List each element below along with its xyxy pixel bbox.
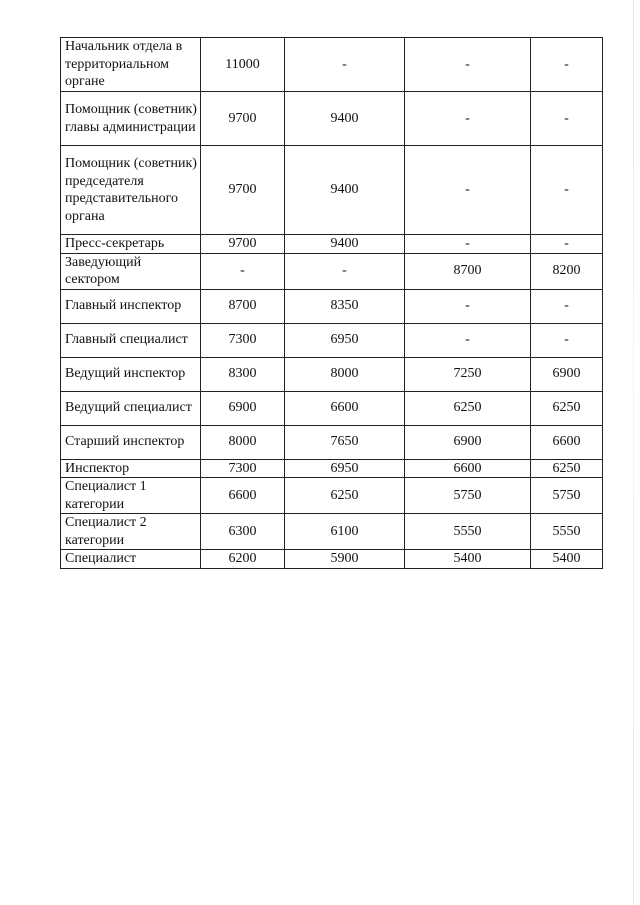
salary-value: 7250 <box>405 357 531 391</box>
salary-value: - <box>531 146 603 235</box>
salary-value: 9700 <box>201 146 285 235</box>
salary-value: 5750 <box>531 478 603 514</box>
salary-table-container <box>60 37 603 569</box>
salary-value: - <box>405 38 531 92</box>
salary-value: 5550 <box>405 514 531 550</box>
salary-value: 6600 <box>201 478 285 514</box>
table-row <box>61 92 603 146</box>
salary-value: - <box>531 92 603 146</box>
salary-value: - <box>285 253 405 289</box>
salary-value: 6900 <box>201 391 285 425</box>
salary-value: 7650 <box>285 425 405 459</box>
position-title: Главный инспектор <box>61 289 201 323</box>
salary-value: 9700 <box>201 235 285 254</box>
position-title: Старший инспектор <box>61 425 201 459</box>
salary-value: 5550 <box>531 514 603 550</box>
salary-value: 8000 <box>201 425 285 459</box>
salary-value: 8200 <box>531 253 603 289</box>
salary-value: - <box>405 289 531 323</box>
salary-value: 6300 <box>201 514 285 550</box>
salary-value: 6600 <box>405 459 531 478</box>
salary-value: 6250 <box>285 478 405 514</box>
salary-value: - <box>405 146 531 235</box>
salary-value: 8350 <box>285 289 405 323</box>
salary-value: 9400 <box>285 92 405 146</box>
salary-value: 6200 <box>201 550 285 569</box>
salary-value: 6950 <box>285 323 405 357</box>
salary-value: - <box>531 38 603 92</box>
salary-value: 6900 <box>531 357 603 391</box>
position-title: Инспектор <box>61 459 201 478</box>
salary-value: 8700 <box>201 289 285 323</box>
salary-value: 6900 <box>405 425 531 459</box>
table-row <box>61 38 603 92</box>
salary-value: - <box>201 253 285 289</box>
position-title: Специалист 2 категории <box>61 514 201 550</box>
salary-value: 7300 <box>201 323 285 357</box>
position-title: Помощник (советник) председателя представительного органа <box>61 146 201 235</box>
salary-value: 5900 <box>285 550 405 569</box>
position-title: Ведущий специалист <box>61 391 201 425</box>
salary-value: - <box>531 323 603 357</box>
salary-value: - <box>531 289 603 323</box>
salary-value: 9700 <box>201 92 285 146</box>
scan-edge <box>633 0 634 905</box>
salary-value: - <box>405 323 531 357</box>
table-row <box>61 514 603 550</box>
salary-value: - <box>531 235 603 254</box>
position-title: Заведующий сектором <box>61 253 201 289</box>
position-title: Пресс-секретарь <box>61 235 201 254</box>
salary-value: - <box>405 92 531 146</box>
salary-value: - <box>405 235 531 254</box>
salary-value: 9400 <box>285 235 405 254</box>
salary-value: 6600 <box>531 425 603 459</box>
salary-value: 5400 <box>531 550 603 569</box>
position-title: Специалист 1 категории <box>61 478 201 514</box>
position-title: Начальник отдела в территориальном органе <box>61 38 201 92</box>
table-row <box>61 550 603 569</box>
table-row <box>61 357 603 391</box>
salary-value: 9400 <box>285 146 405 235</box>
salary-value: 8300 <box>201 357 285 391</box>
salary-value: 8700 <box>405 253 531 289</box>
salary-value: 8000 <box>285 357 405 391</box>
salary-value: 6250 <box>531 391 603 425</box>
table-row <box>61 323 603 357</box>
salary-value: 6250 <box>405 391 531 425</box>
salary-value: 6600 <box>285 391 405 425</box>
salary-value: 5400 <box>405 550 531 569</box>
position-title: Ведущий инспектор <box>61 357 201 391</box>
position-title: Специалист <box>61 550 201 569</box>
table-row <box>61 459 603 478</box>
salary-value: 6950 <box>285 459 405 478</box>
position-title: Помощник (советник) главы администрации <box>61 92 201 146</box>
table-row <box>61 425 603 459</box>
position-title: Главный специалист <box>61 323 201 357</box>
salary-value: 6100 <box>285 514 405 550</box>
table-row <box>61 391 603 425</box>
salary-value: 6250 <box>531 459 603 478</box>
salary-value: 7300 <box>201 459 285 478</box>
salary-value: - <box>285 38 405 92</box>
table-row <box>61 253 603 289</box>
salary-table <box>60 37 603 569</box>
salary-value: 11000 <box>201 38 285 92</box>
salary-value: 5750 <box>405 478 531 514</box>
table-row <box>61 289 603 323</box>
table-row <box>61 235 603 254</box>
table-row <box>61 478 603 514</box>
table-row <box>61 146 603 235</box>
